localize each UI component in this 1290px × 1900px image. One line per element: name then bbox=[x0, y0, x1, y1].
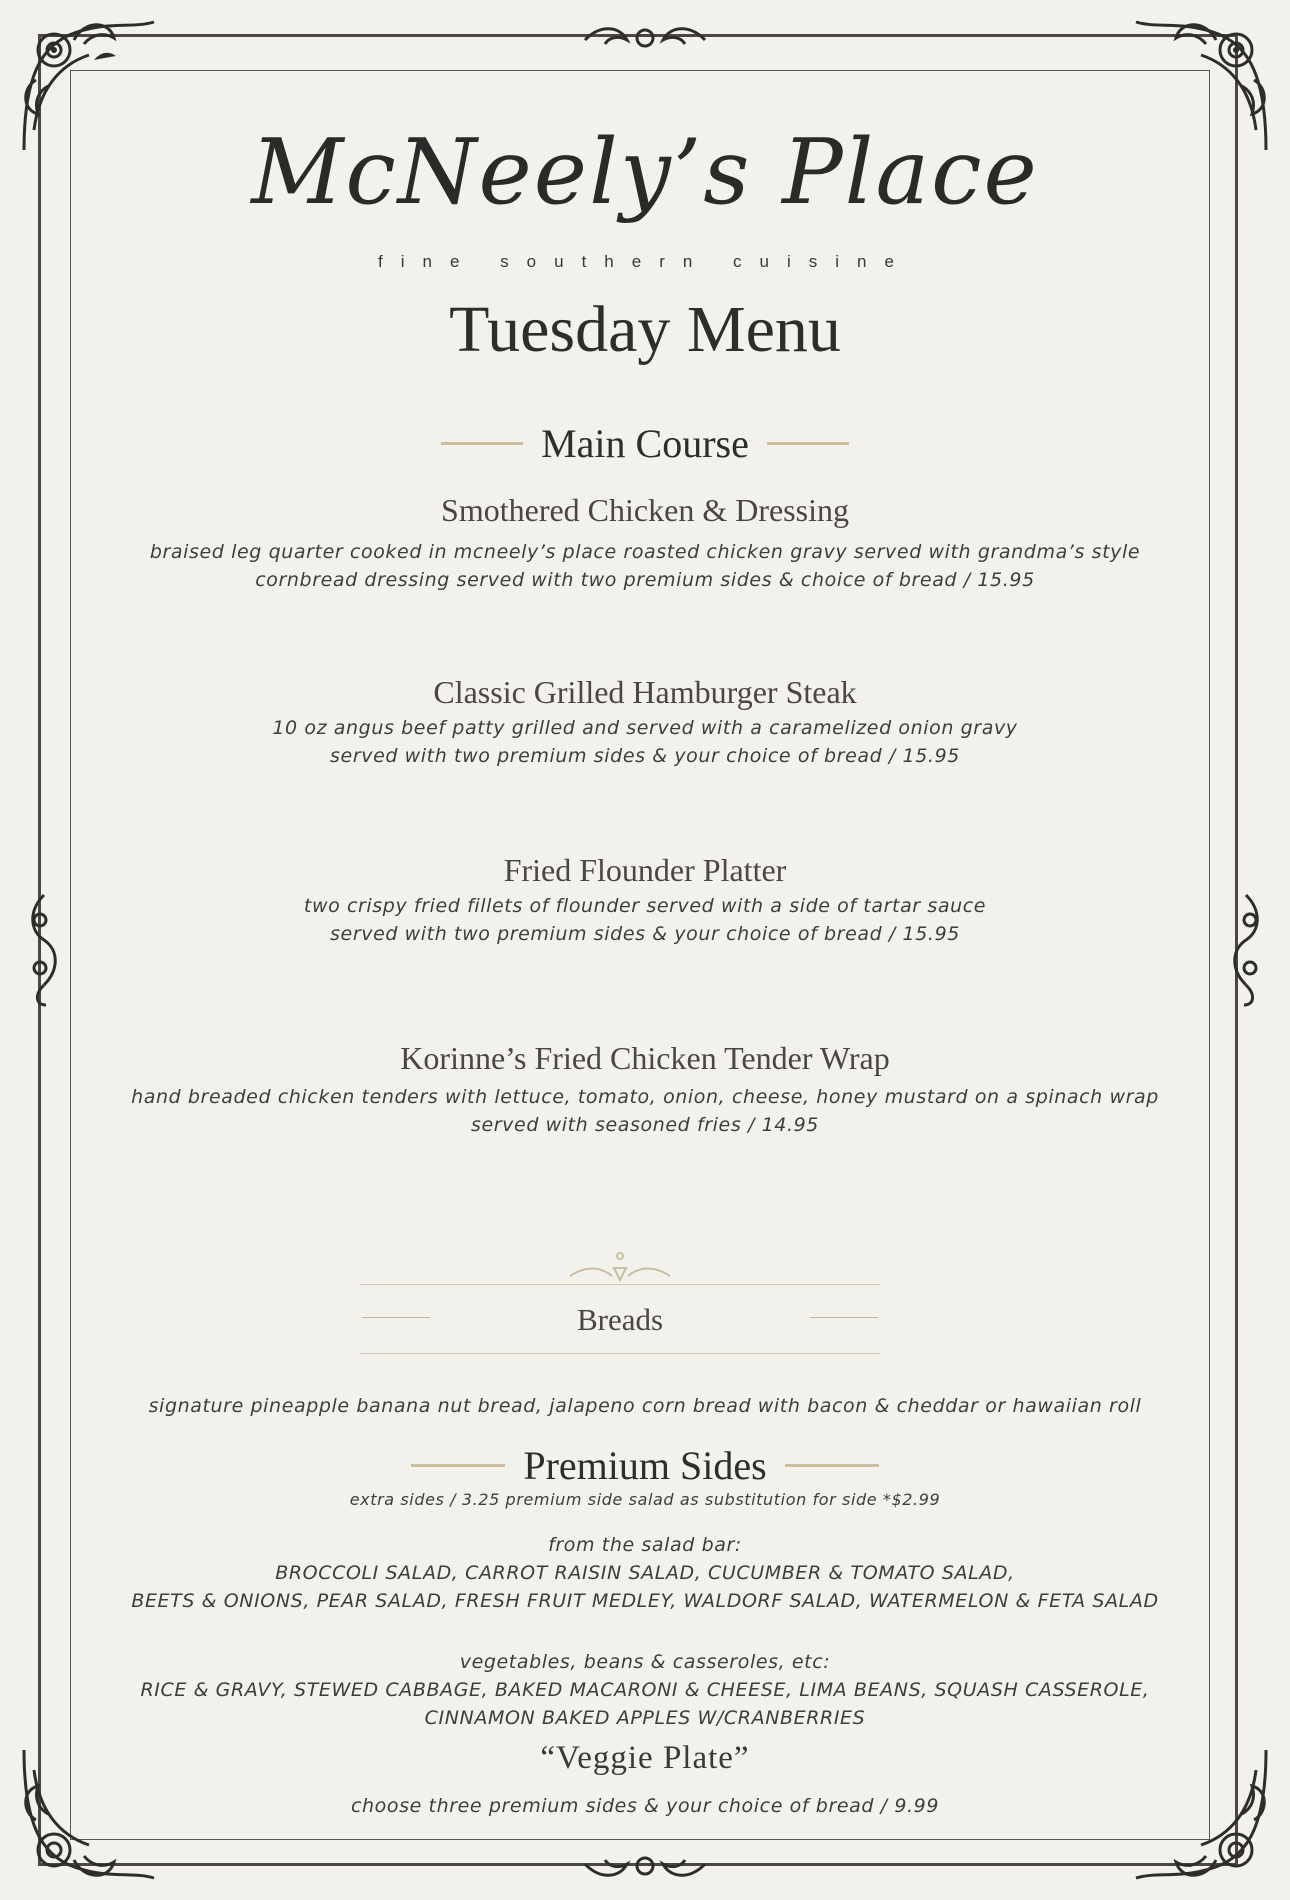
menu-item-name: Fried Flounder Platter bbox=[503, 852, 787, 888]
menu-item-name: Korinne’s Fried Chicken Tender Wrap bbox=[400, 1040, 890, 1076]
vegetables-list: CINNAMON BAKED APPLES W/CRANBERRIES bbox=[424, 1707, 866, 1729]
breads-description: signature pineapple banana nut bread, jalapeno corn bread with bacon & cheddar or hawaiian roll bbox=[148, 1395, 1142, 1417]
vegetables-list: RICE & GRAVY, STEWED CABBAGE, BAKED MACARONI & CHEESE, LIMA BEANS, SQUASH CASSEROLE, bbox=[140, 1679, 1150, 1701]
menu-item-description: served with two premium sides & your choice of bread / 15.95 bbox=[330, 923, 960, 945]
menu-item-description: two crispy fried fillets of flounder served with a side of tartar sauce bbox=[303, 895, 987, 917]
section-title: Main Course bbox=[541, 421, 749, 466]
breads-flourish bbox=[560, 1250, 680, 1286]
menu-item-name: Smothered Chicken & Dressing bbox=[441, 492, 849, 528]
heading-rule-right bbox=[767, 442, 849, 445]
veggie-plate-description: choose three premium sides & your choice of bread / 9.99 bbox=[350, 1795, 940, 1817]
menu-item-description: 10 oz angus beef patty grilled and served with a caramelized onion gravy bbox=[272, 717, 1018, 739]
restaurant-logo: McNeely’s Place bbox=[251, 120, 1039, 225]
sides-note: extra sides / 3.25 premium side salad as substitution for side *$2.99 bbox=[349, 1490, 941, 1509]
menu-item-description: braised leg quarter cooked in mcneely’s place roasted chicken gravy served with grandma’s style bbox=[149, 541, 1141, 563]
restaurant-tagline: fine southern cuisine bbox=[378, 252, 912, 271]
heading-rule-right bbox=[785, 1464, 879, 1467]
breads-bottom-line bbox=[360, 1353, 880, 1354]
salad-bar-list: BEETS & ONIONS, PEAR SALAD, FRESH FRUIT MEDLEY, WALDORF SALAD, WATERMELON & FETA SALAD bbox=[131, 1590, 1159, 1612]
breads-top-line bbox=[360, 1284, 880, 1285]
veggie-plate-name: “Veggie Plate” bbox=[540, 1740, 750, 1776]
salad-bar-list: BROCCOLI SALAD, CARROT RAISIN SALAD, CUCUMBER & TOMATO SALAD, bbox=[275, 1562, 1015, 1584]
section-title: Breads bbox=[576, 1302, 664, 1337]
heading-rule-left bbox=[411, 1464, 505, 1467]
menu-item-description: served with seasoned fries / 14.95 bbox=[470, 1114, 819, 1136]
menu-item-description: hand breaded chicken tenders with lettuce, tomato, onion, cheese, honey mustard on a spinach wrap bbox=[131, 1086, 1159, 1108]
section-title: Premium Sides bbox=[523, 1443, 767, 1488]
breads-heading-box bbox=[360, 1250, 880, 1354]
section-heading-main-course bbox=[0, 420, 1290, 467]
section-heading-premium-sides bbox=[0, 1442, 1290, 1489]
menu-item-name: Classic Grilled Hamburger Steak bbox=[433, 674, 857, 710]
menu-item-description: cornbread dressing served with two premium sides & choice of bread / 15.95 bbox=[255, 569, 1035, 591]
salad-bar-label: from the salad bar: bbox=[548, 1534, 742, 1556]
menu-item-description: served with two premium sides & your choice of bread / 15.95 bbox=[330, 745, 960, 767]
heading-rule-left bbox=[441, 442, 523, 445]
vegetables-label: vegetables, beans & casseroles, etc: bbox=[459, 1651, 831, 1673]
page-title: Tuesday Menu bbox=[449, 293, 841, 366]
